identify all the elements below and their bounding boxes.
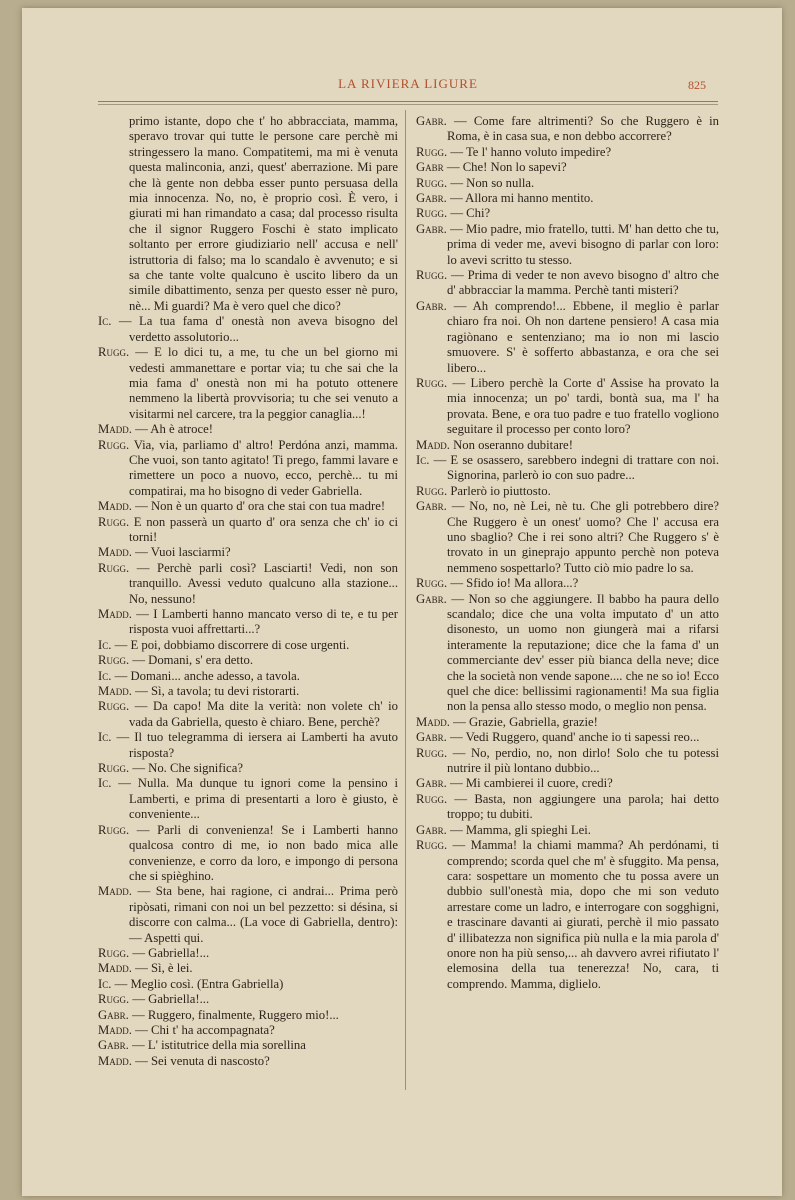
dialogue-line — [98, 638, 398, 653]
dialogue-line — [98, 515, 398, 546]
speaker-name: Gabr. — [416, 776, 447, 791]
speaker-name: Rugg. — [416, 576, 448, 591]
dialogue-line — [416, 499, 719, 576]
running-header — [98, 76, 718, 102]
speaker-name: Rugg. — [98, 945, 130, 960]
dialogue-line — [98, 607, 398, 638]
dialogue-text: — Sei venuta di nascosto? — [135, 1053, 270, 1068]
dialogue-text: — Chi? — [450, 206, 491, 221]
dialogue-text: — No. Che significa? — [132, 761, 243, 776]
dialogue-text: — Che! Non lo sapevi? — [446, 160, 567, 175]
dialogue-line — [98, 730, 398, 761]
dialogue-text: — Il tuo telegramma di iersera ai Lamberti ha avuto risposta? — [116, 730, 399, 760]
dialogue-text: — Te l' hanno voluto impedire? — [450, 144, 612, 159]
dialogue-line — [416, 299, 719, 376]
speaker-name: Rugg. — [98, 345, 130, 360]
dialogue-text: — Come fare altrimenti? So che Ruggero è in Roma, è in casa sua, e non debbo accorrere? — [447, 114, 720, 144]
dialogue-line — [416, 792, 719, 823]
dialogue-line — [416, 730, 719, 745]
speaker-name: Madd. — [98, 607, 132, 621]
dialogue-text: — Gabriella!... — [132, 945, 210, 960]
dialogue-line — [416, 484, 719, 499]
dialogue-text: — Mamma, gli spieghi Lei. — [450, 822, 591, 837]
dialogue-line — [416, 114, 719, 145]
speaker-name: Madd. — [98, 422, 132, 437]
dialogue-text: — Non so che aggiungere. Il babbo ha paura dello scandalo; dice che una volta imputato d' un atto disonesto, un uomo non giungerà mai a rifarsi interamente la reputazione; dice che la fama d' un commerciante dev' esser più bianca della neve; dice che la società non vende sapone.... che ne so io! Ecco quel che dice: bellissimi ragionamenti! Ma sua figlia non la pensa allo stesso modo, o meglio non pensa. — [447, 591, 719, 714]
dialogue-text: — La tua fama d' onestà non aveva bisogno del verdetto assolutorio... — [118, 314, 399, 344]
speaker-name: Ic. — [416, 452, 430, 467]
dialogue-text: — Ruggero, finalmente, Ruggero mio!... — [132, 1007, 339, 1022]
dialogue-line — [416, 715, 719, 730]
dialogue-text: — Vedi Ruggero, quand' anche io ti sapessi reo... — [450, 730, 700, 745]
dialogue-line — [416, 376, 719, 438]
dialogue-line — [98, 884, 398, 946]
dialogue-line — [416, 453, 719, 484]
dialogue-text: — I Lamberti hanno mancato verso di te, e tu per risposta vuoi affrettarti...? — [129, 607, 398, 637]
dialogue-text: Non oseranno dubitare! — [453, 437, 573, 452]
dialogue-text: — Ah è atroce! — [135, 422, 213, 437]
dialogue-text: — Meglio così. (Entra Gabriella) — [114, 976, 284, 991]
speaker-name: Gabr. — [416, 114, 447, 128]
dialogue-text: — Basta, non aggiungere una parola; hai detto troppo; tu dubiti. — [447, 791, 719, 822]
dialogue-text: — Vuoi lasciarmi? — [135, 545, 231, 560]
dialogue-line — [98, 946, 398, 961]
dialogue-text: — Grazie, Gabriella, grazie! — [453, 714, 598, 729]
dialogue-text: — Sì, è lei. — [135, 961, 193, 976]
speaker-name: Gabr. — [98, 1007, 129, 1022]
dialogue-line — [98, 314, 398, 345]
dialogue-line — [98, 499, 398, 514]
dialogue-line — [416, 838, 719, 992]
dialogue-text: — E poi, dobbiamo discorrere di cose urgenti. — [114, 637, 350, 652]
dialogue-text: — Domani... anche adesso, a tavola. — [114, 668, 300, 683]
journal-title: LA RIVIERA LIGURE — [338, 76, 478, 91]
speaker-name: Madd. — [416, 437, 450, 452]
dialogue-text: — No, perdio, no, non dirlo! Solo che tu potessi nutrire il più lontano dubbio... — [447, 745, 719, 776]
dialogue-line — [98, 545, 398, 560]
dialogue-line — [416, 222, 719, 268]
dialogue-line — [98, 761, 398, 776]
page-number: 825 — [688, 78, 706, 92]
speaker-name: Gabr. — [416, 499, 447, 514]
dialogue-line — [98, 1023, 398, 1038]
speaker-name: Rugg. — [416, 483, 448, 498]
dialogue-text: — Parli di convenienza! Se i Lamberti hanno qualcosa contro di me, io non bado mica alle convenienze, e corro da loro, e impongo di persona che si spièghino. — [129, 822, 398, 883]
speaker-name: Rugg. — [416, 175, 448, 190]
speaker-name: Gabr. — [416, 191, 447, 206]
speaker-name: Rugg. — [98, 822, 130, 837]
header-rule-secondary — [98, 104, 718, 105]
dialogue-text: Parlerò io piuttosto. — [450, 483, 551, 498]
dialogue-text: — Allora mi hanno mentito. — [450, 191, 594, 206]
speaker-name: Ic. — [98, 730, 112, 745]
speaker-name: Rugg. — [416, 745, 448, 760]
speaker-name: Rugg. — [416, 144, 448, 159]
dialogue-text: — L' istitutrice della mia sorellina — [132, 1038, 306, 1053]
dialogue-line — [98, 1038, 398, 1053]
dialogue-line — [98, 422, 398, 437]
dialogue-text: — Nulla. Ma dunque tu ignori come la pensino i Lamberti, e prima di presentarti a loro è giusto, è conveniente... — [118, 776, 398, 822]
dialogue-line — [416, 160, 719, 175]
dialogue-line — [98, 699, 398, 730]
dialogue-text: — Mio padre, mio fratello, tutti. M' han detto che tu, prima di veder me, avevi bisogno di parlar con loro: lo avevi scritto tu stesso. — [447, 221, 719, 267]
dialogue-text: — Perchè parli così? Lasciarti! Vedi, non son tranquillo. Avessi veduto qualcuno alla stazione... No, nessuno! — [129, 560, 398, 606]
dialogue-text: — Mamma! la chiami mamma? Ah perdónami, ti comprendo; scorda quel che m' è sfuggito. Ma pensa, cara: sospettare un momento che tu possa avere un dubbio sull'onestà mia, dopo che mi son veduto arrestare come un ladro, e interrogare con sogghigni, e trascinare davanti ai giurati, perchè il mio passato d' illibatezza non significa più nulla e la mia parola d' onore non ha più senso,... ah davvero avrei rifiutato l' elemosina della tua tenerezza! No, cara, ti comprendo. Mamma, diglielo. — [447, 838, 719, 991]
dialogue-text: — Sì, a tavola; tu devi ristorarti. — [135, 684, 300, 699]
dialogue-text: — Da capo! Ma dite la verità: non volete ch' io vada da Gabriella, questo è chiaro. Bene, perchè? — [129, 699, 398, 729]
dialogue-text: Via, via, parliamo d' altro! Perdóna anzi, mamma. Che vuoi, son tanto agitato! Ti prego, fammi lavare e rimettere un poco a nuovo, ecco, perchè... tu mi compatirai, ma ho bisogno di veder Gabriella. — [129, 437, 398, 498]
speaker-name: Madd. — [98, 884, 132, 899]
dialogue-text: — Gabriella!... — [132, 992, 210, 1007]
speaker-name: Madd. — [98, 499, 132, 514]
header-rule — [98, 101, 718, 102]
dialogue-text: E non passerà un quarto d' ora senza che ch' io ci torni! — [129, 514, 399, 544]
speaker-name: Gabr. — [416, 822, 447, 837]
dialogue-line — [416, 776, 719, 791]
dialogue-text: — Non so nulla. — [450, 175, 535, 190]
speaker-name: Madd. — [98, 961, 132, 976]
speaker-name: Rugg. — [416, 268, 448, 283]
speaker-name: Madd. — [98, 684, 132, 699]
dialogue-text: — Ah comprendo!... Ebbene, il meglio è parlar chiaro fra noi. Oh non dartene pensiero! A casa mia ragiònano e sentenziano; ma io non mi lascio smuovere. S' è sofferto abbastanza, e ora che sei libero... — [447, 298, 719, 375]
speaker-name: Rugg. — [416, 838, 448, 853]
speaker-name: Rugg. — [416, 206, 448, 221]
speaker-name: Rugg. — [98, 761, 130, 776]
dialogue-text: — No, no, nè Lei, nè tu. Che gli potrebbero dire? Che Ruggero è un onest' uomo? Che l' accusa era uno sbaglio? Che i rei sono altri? Che Ruggero s' è trovato in un gineprajo appunto perchè non poteva nemmeno sospettarlo? Tutto ciò mio padre lo sa. — [447, 499, 719, 575]
dialogue-line — [416, 576, 719, 591]
dialogue-text: — Domani, s' era detto. — [132, 653, 253, 668]
dialogue-line — [416, 191, 719, 206]
left-column — [98, 114, 398, 1069]
speaker-name: Ic. — [98, 668, 112, 683]
dialogue-text: — Non è un quarto d' ora che stai con tua madre! — [135, 499, 386, 514]
speaker-name: Madd. — [98, 1022, 132, 1037]
speaker-name: Madd. — [416, 714, 450, 729]
speaker-name: Gabr. — [416, 730, 447, 745]
dialogue-line — [98, 114, 398, 314]
dialogue-line — [98, 438, 398, 500]
speaker-name: Rugg. — [98, 992, 130, 1007]
dialogue-line — [416, 206, 719, 221]
dialogue-text: primo istante, dopo che t' ho abbracciata, mamma, speravo trovar qui tutte le persone care perchè mi stringessero la mano. Compatitemi, ma mi è venuta questa malinconia, anzi, quest' aberrazione. Mi pare che là gente non debba esser punto persuasa della mia innocenza. No, no, è proprio così. È vero, i giurati mi han rimandato a casa; dal processo risulta che il signor Ruggero Foschi è stato implicato soltanto per errore giudiziario nell' accusa e nell' istruttoria di falso; ma lo scandalo è avvenuto; e si sa che tante volte qualcuno è uscito libero da un simile dibattimento, senza per questo esser nè puro, nè... Mi guardi? Ma è vero quel che dico? — [129, 114, 398, 313]
dialogue-text: — Sfido io! Ma allora...? — [450, 576, 579, 591]
dialogue-line — [98, 776, 398, 822]
dialogue-line — [98, 823, 398, 885]
speaker-name: Gabr. — [416, 221, 447, 236]
dialogue-line — [98, 653, 398, 668]
dialogue-text: — E lo dici tu, a me, tu che un bel giorno mi vedesti ammanettare e portar via; tu che sai che la mia fama d' onestà non mi ha potuto ottenere nemmeno la libertà provvisoria; tu che sei venuto a visitarmi nel carcere, tra la peggior canaglia...! — [129, 345, 398, 421]
speaker-name: Gabr. — [416, 298, 447, 313]
dialogue-text: — Sta bene, hai ragione, ci andrai... Prima però ripòsati, rimani con noi un bel pezzetto: si désina, si discorre con calma... (La voce di Gabriella, dentro): — Aspetti qui. — [129, 884, 399, 945]
dialogue-line — [98, 992, 398, 1007]
speaker-name: Rugg. — [98, 437, 130, 452]
speaker-name: Rugg. — [416, 375, 448, 390]
speaker-name: Ic. — [98, 314, 112, 329]
speaker-name: Ic. — [98, 637, 112, 652]
dialogue-line — [416, 823, 719, 838]
speaker-name: Rugg. — [98, 560, 130, 575]
speaker-name: Gabr. — [416, 591, 447, 606]
dialogue-line — [416, 145, 719, 160]
dialogue-line — [416, 268, 719, 299]
speaker-name: Rugg. — [416, 791, 448, 806]
dialogue-text: — E se osassero, sarebbero indegni di trattare con noi. Signorina, parlerò io con suo padre... — [433, 452, 719, 483]
speaker-name: Ic. — [98, 976, 112, 991]
dialogue-line — [416, 746, 719, 777]
dialogue-text: — Prima di veder te non avevo bisogno d' altro che d' abbracciar la mamma. Perchè tanti misteri? — [447, 268, 720, 298]
dialogue-line — [416, 176, 719, 191]
speaker-name: Gabr — [416, 160, 444, 175]
dialogue-line — [98, 977, 398, 992]
column-divider — [405, 110, 406, 1090]
speaker-name: Gabr. — [98, 1038, 129, 1053]
dialogue-line — [98, 684, 398, 699]
speaker-name: Ic. — [98, 776, 112, 791]
speaker-name: Rugg. — [98, 514, 130, 529]
dialogue-line — [98, 1054, 398, 1069]
dialogue-line — [416, 438, 719, 453]
dialogue-line — [98, 561, 398, 607]
speaker-name: Rugg. — [98, 699, 130, 714]
dialogue-line — [416, 592, 719, 715]
dialogue-text: — Mi cambierei il cuore, credi? — [450, 776, 613, 791]
dialogue-line — [98, 669, 398, 684]
dialogue-line — [98, 961, 398, 976]
speaker-name: Rugg. — [98, 653, 130, 668]
dialogue-line — [98, 1008, 398, 1023]
dialogue-text: — Chi t' ha accompagnata? — [135, 1022, 275, 1037]
dialogue-text: — Libero perchè la Corte d' Assise ha provato la mia innocenza; un po' tardi, bontà sua, ma l' ha provata. Bene, e ora tuo padre e tuo fratello vogliono seguitare il processo per conto loro? — [447, 375, 719, 437]
speaker-name: Madd. — [98, 1053, 132, 1068]
right-column — [416, 114, 719, 992]
dialogue-line — [98, 345, 398, 422]
speaker-name: Madd. — [98, 545, 132, 560]
